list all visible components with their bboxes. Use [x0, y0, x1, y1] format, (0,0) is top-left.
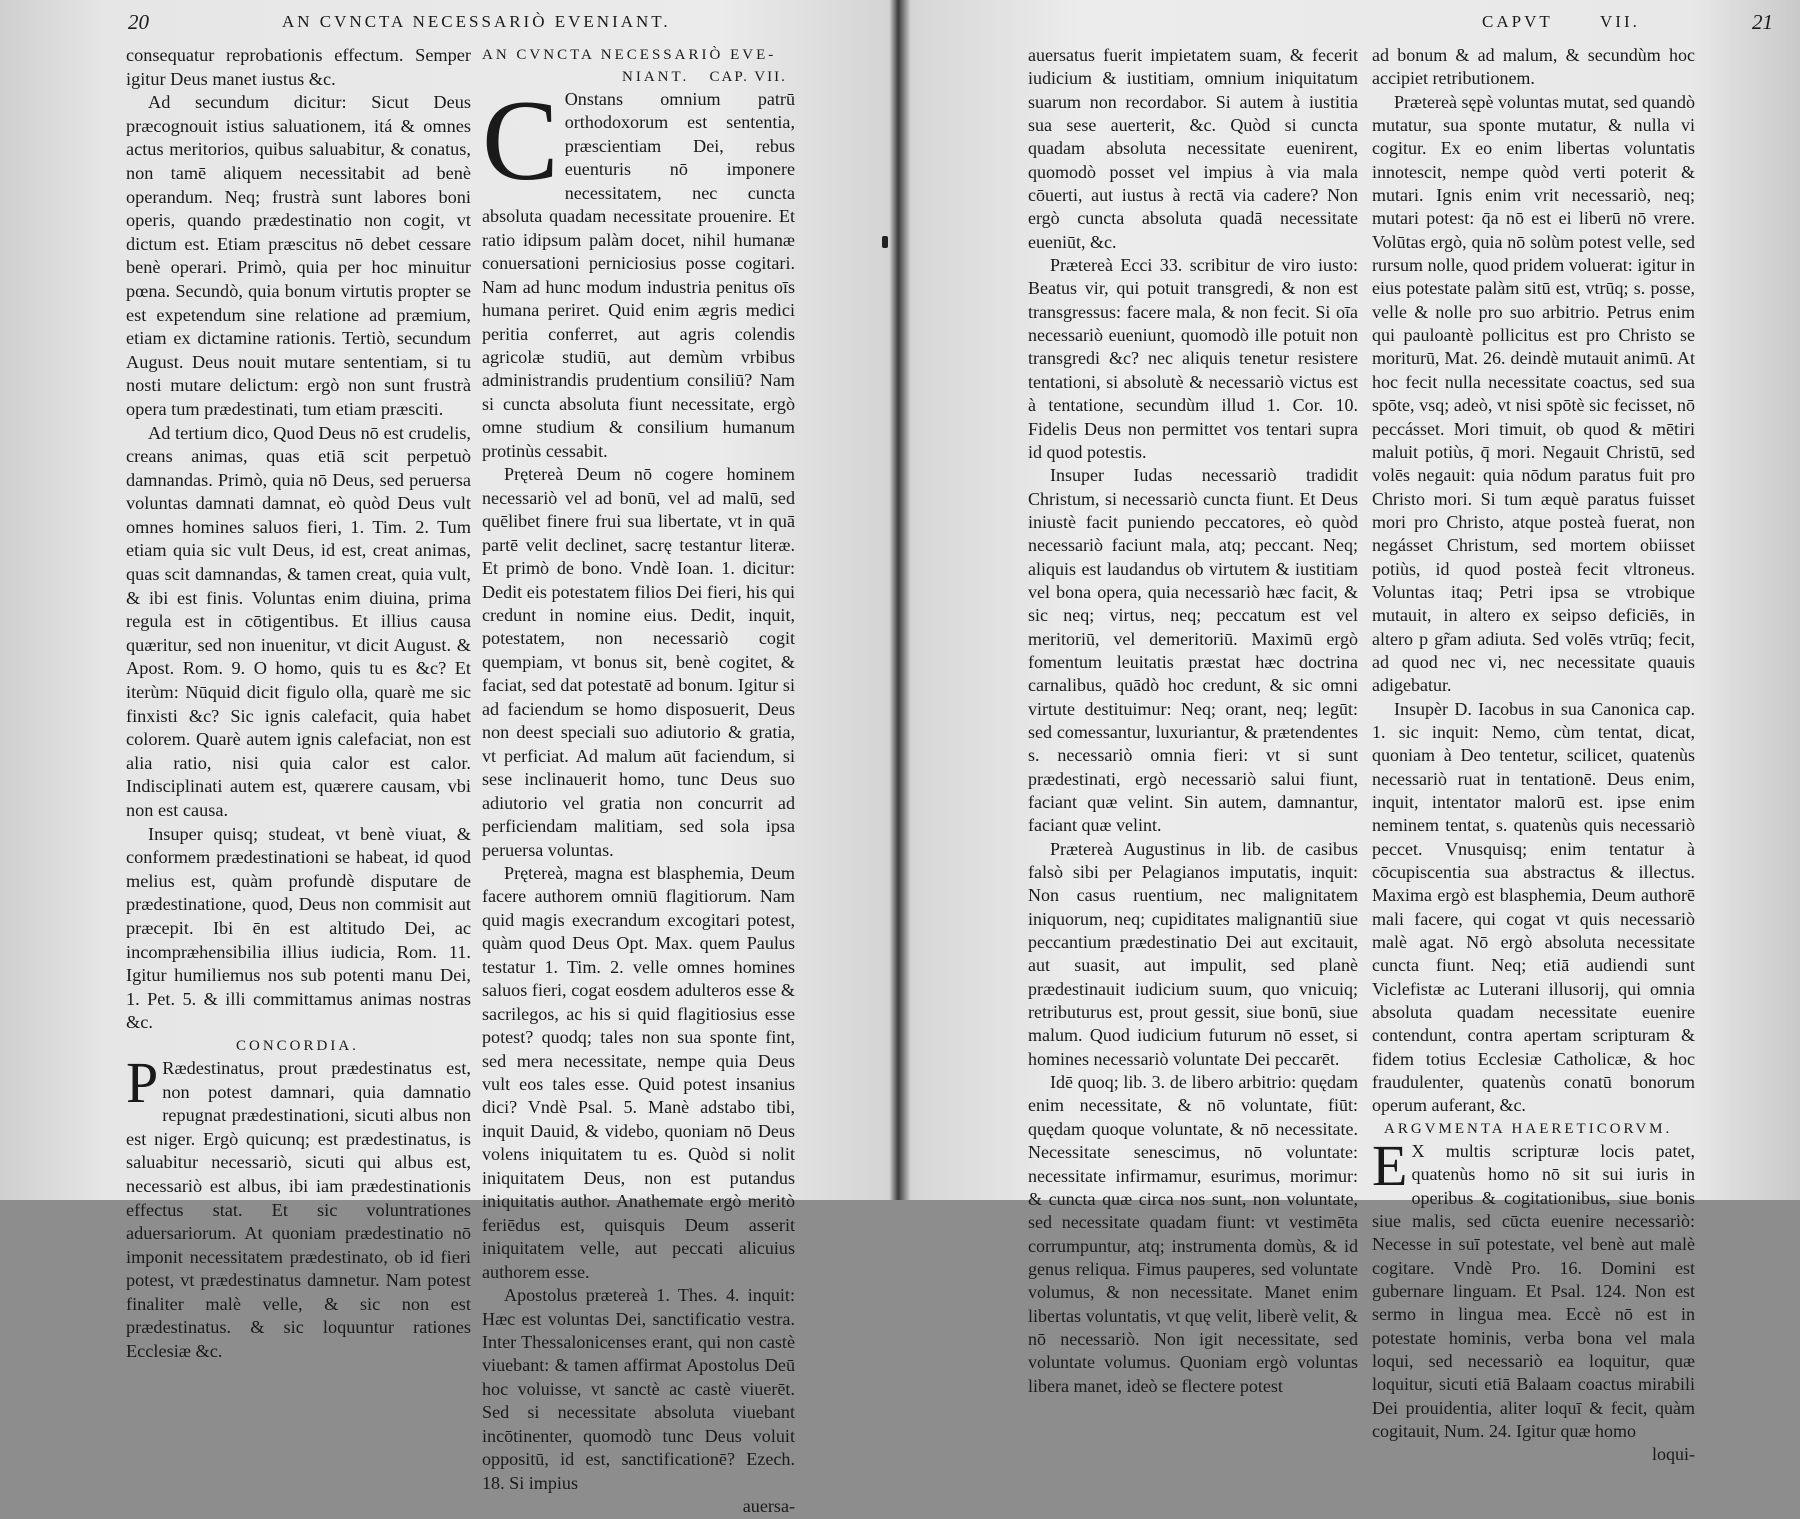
- paragraph: Prętereà Deum nō cogere hominem necessariò vel ad bonū, vel ad malū, sed quēlibet finere frui sua libertate, vt in quā partē velit declinet, sacrę testantur literæ. Et primò de bono. Vndè Ioan. 1. dicitur: Dedit eis potestatem filios Dei fieri, his qui credunt in nomine eius. Dedit, inquit, potestatem, non necessariò cogit quempiam, vt bonus sit, benè cogitet, & faciat, sed dat potestatē ad bonum. Igitur si ad faciendum se homo disposuerit, Deus non deest speciali suo adiutorio & gratia, vt perficiat. Ad malum aūt faciendum, si sese inclinauerit homo, tunc Deus suo adiutorio vel gratia non concurrit ad perficiendam malitiam, sed sola ipsa peruersa voluntas.: [482, 464, 795, 860]
- paragraph: Insuper quisq; studeat, vt benè viuat, & conformem prædestinationi se habeat, id quod melius est, quàm profundè disputare de prædestinatione, quod, Deus non commisit aut præcepit. Ibi ēn est altitudo Dei, ac incompræhensibilia illius iudicia, Rom. 11. Igitur humiliemus nos sub potenti manu Dei, 1. Pet. 5. & illi committamus animas nostras &c.: [126, 823, 471, 1033]
- right-column-1: [1028, 44, 1358, 1398]
- paragraph: Ad secundum dicitur: Sicut Deus præcognouit istius saluationem, itá & omnes actus meritorios, quibus saluabitur, & conatus, non tamē aliquem necessitabit ad benè operandum. Neq; frustrà sunt labores boni operis, quando prædestinatio non cogit, vt dictum est. Etiam præscitus nō debet cessare benè operari. Primò, quia per hoc minuitur pœna. Secundò, quia bonum virtutis propter se est expetendum sine relatione ad præmium, etiam ex dictamine rationis. Tertiò, secundum August. Deus nouit mutare sententiam, si tu nosti mutare delictum: ergò non sunt frustrà opera tum prædestinati, tum etiam præsciti.: [126, 92, 471, 419]
- paragraph: Prætereà Ecci 33. scribitur de viro iusto: Beatus vir, qui potuit transgredi, & non est transgressus: facere mala, & non fecit. Si oīa necessariò eueniunt, quomodò ille potuit non transgredi &c? nec aliquis tenetur resistere tentationi, si absolutè & necessariò victus est à tentatione, secundùm illud 1. Cor. 10. Fidelis Deus non permittet vos tentari supra id quod potestis.: [1028, 255, 1358, 462]
- section-heading-argumenta: ARGVMENTA HAERETICORVM.: [1384, 1120, 1673, 1137]
- paragraph: Idē quoq; lib. 3. de libero arbitrio: quędam enim necessitate, & nō voluntate, fiūt: quędam quoque voluntate, & nō necessitate. Necessitate senescimus, nō voluntate: necessitate infirmamur, esurimus, morimur: & cuncta quæ circa nos sunt, non voluntate, sed necessitate quadam fiunt: vt vestimēta corrumpuntur, atq; instrumenta domùs, & id genus reliqua. Fimus pauperes, sed voluntate volumus, & non necessitate. Manet enim libertas voluntatis, vt quę velit, liberè velit, & nō necessariò. Non igit necessitate, sed voluntate volumus. Quoniam ergò voluntas libera manet, ideò se flectere potest: [1028, 1072, 1358, 1396]
- left-page: [0, 0, 890, 1517]
- page-number-left: 20: [128, 10, 149, 34]
- catchword: auersa-: [742, 1496, 795, 1517]
- paragraph-text: Onstans omnium patrū orthodoxorum est sententia, præscientiam Dei, rebus euenturis nō imponere necessitatem, nec cuncta absoluta quadam necessitate prouenire. Et ratio idipsum palàm docet, nihil humanæ conuersationi perniciosius posse cogitari. Nam ad hunc modum industria penitus oīs humana periret. Quid enim ægris medici peritia conferret, aut agris colendis agricolæ studiū, aut demùm vrbibus administrandis prudentium consiliū? Nam si cuncta absoluta fiunt necessitate, ergò omne studium & consilium humanum protinùs cessabit.: [482, 89, 795, 461]
- left-column-1: [126, 44, 471, 1364]
- paragraph-concordia: [126, 1049, 471, 1364]
- drop-capital: P: [126, 1049, 159, 1115]
- paragraph: Insupèr D. Iacobus in sua Canonica cap. 1. sic inquit: Nemo, cùm tentat, dicat, quoniam à Deo tentetur, scilicet, quatenùs necessariò ruat in tentationē. Deus enim, inquit, intentator malorū est. ipse enim neminem tentat, s. quatenùs quis necessariò peccet. Vnusquisq; enim tentatur à cōcupiscentia sua abstractus & illectus. Maxima ergò est blasphemia, Deum authorē mali facere, qui cogat vt quis necessariò malè agat. Nō ergò absoluta necessitate cuncta fiunt. Neq; etiā audiendi sunt Viclefistæ ac Luterani illusorij, qui omnia absoluta quadam necessitate euenire contendunt, contra apertam scripturam & fidem totius Ecclesiæ Catholicæ, & hoc fraudulenter, quatenùs conatū bonorum operum auferant, &c.: [1372, 698, 1695, 1116]
- paragraph: Prętereà, magna est blasphemia, Deum facere authorem omniū flagitiorum. Nam quid magis execrandum excogitari potest, quàm quod Deus Opt. Max. quem Paulus testatur 1. Tim. 2. velle omnes homines saluos fieri, cogat eosdem adulteros esse & sacrilegos, ac his si quid flagitiosius esse potest? quodq; tales non sua sponte fint, sed mera necessitate, nempe quia Deus vult eos tales esse. Quid potest insanius dici? Vndè Psal. 5. Manè adstabo tibi, inquit Dauid, & videbo, quoniam nō Deus volens iniquitatem tu es. Quòd si nolit iniquitatem Deus, non est putandus iniquitatis author. Anathemate ergò meritò feriēdus est, quisquis Deum asserit iniquitatem velle, aut peccati alicuius authorem esse.: [482, 862, 795, 1282]
- paragraph: consequatur reprobationis effectum. Semper igitur Deus manet iustus &c.: [126, 45, 471, 89]
- right-column-2: [1372, 44, 1695, 1467]
- chapter-title-word: NIANT.: [622, 69, 690, 85]
- chapter-number: CAP. VII.: [709, 69, 787, 85]
- page-number-right: 21: [1752, 10, 1773, 34]
- drop-capital: C: [482, 77, 559, 204]
- paragraph-argumenta: [1372, 1132, 1695, 1443]
- paragraph: Prætereà Augustinus in lib. de casibus falsò sibi per Pelagianos imputatis, inquit: Non casus ruentium, nec malignitatem iniquorum, neq; cupiditates malignantiū siue peccantium prædestinatio Dei aut excitauit, aut suasit, aut impulit, sed planè prædestinauit iudicium suum, quo vnicuiq; retributurus est, prout gessit, siue bonū, siue malum. Quod iudicium futurum nō esset, si homines necessariò voluntate Dei peccarēt.: [1028, 838, 1358, 1069]
- section-heading-concordia: CONCORDIA.: [236, 1037, 359, 1054]
- chapter-title: [482, 44, 795, 66]
- chapter-title-line2: [622, 66, 795, 88]
- paragraph: ad bonum & ad malum, & secundùm hoc accipiet retributionem.: [1372, 45, 1695, 89]
- paragraph: Ad tertium dico, Quod Deus nō est crudelis, creans animas, quas etiā scit perpetuò damnandas. Primò, quia nō Deus, sed peruersa voluntas damnati damnat, eò quòd Deus vult omnes homines saluos fieri, 1. Tim. 2. Tum etiam quia sic vult Deus, id est, creat animas, quas scit damnandas, & tamen creat, quia vult, & ibi est finis. Voluntas enim diuina, prima regula est in cōtigentibus. Et illius causa quæritur, sed non inuenitur, vt dicit August. & Apost. Rom. 9. O homo, quis tu es &c? Et iterùm: Nūquid dicit figulo olla, quarè me sic finxisti &c? Sic ignis calefacit, quia habet colorem. Quarè autem ignis calefaciat, non est alia ratio, nisi quia calor est calor. Indisciplinati autem est, quærere causam, vbi non est causa.: [126, 422, 471, 820]
- drop-capital: E: [1372, 1132, 1408, 1198]
- paragraph: Insuper Iudas necessariò tradidit Christum, si necessariò cuncta fiunt. Et Deus iniustè facit puniendo peccatores, eò quòd necessariò faciunt mala, atq; peccant. Neq; aliquis est laudandus ob virtutem & iustitiam vel bona opera, quia necessariò hæc facit, & sic neq; virtus, neq; peccatum est vel meritoriū, vel demeritoriū. Maximū ergò fomentum leuitatis præstat hæc doctrina carnalibus, quādò hoc credunt, & sic omni virtute destituimur: Neq; orant, neq; legūt: sed comessantur, luxuriantur, & prætendentes s. necessariò omnia fieri: vt si sunt prædestinati, ergò necessariò salui fiunt, faciant quæ velint. Sin autem, damnantur, faciant quæ velint.: [1028, 465, 1358, 836]
- running-head-left: AN CVNCTA NECESSARIÒ EVENIANT.: [282, 12, 671, 31]
- paragraph-text: X multis scripturæ locis patet, quatenùs homo nō sit sui iuris in operibus & cogitationibus, siue bonis siue malis, sed cūcta euenire necessariò: Necesse in suī potestate, vel benè aut malè cogitare. Vndè Pro. 16. Domini est gubernare linguam. Et Psal. 124. Non est sermo in lingua mea. Eccè nō est in potestate hominis, verba bona vel mala loqui, sed necessariò ea loquitur, quæ loquitur, sicuti etiā Balaam coactus mirabili Dei prouidentia, aliter loquī & fecit, quàm cogitauit, Num. 24. Igitur quæ homo: [1372, 1140, 1695, 1441]
- binding-mark: [882, 236, 888, 248]
- paragraph: auersatus fuerit impietatem suam, & fecerit iudicium & iustitiam, omnium iniquitatum suarum non recordabor. Si autem à iustitia sua sese auerterit, &c. Quòd si cuncta quadam absoluta necessitate euenirent, quomodò posset vel impius à via mala cōuerti, aut iustus à rectā via cadere? Non ergò cuncta absoluta quadā necessitate eueniūt, &c.: [1028, 45, 1358, 252]
- running-head-right-2: VII.: [1600, 12, 1640, 31]
- catchword: loqui-: [1652, 1444, 1695, 1465]
- paragraph: Apostolus prætereà 1. Thes. 4. inquit: Hæc est voluntas Dei, sanctificatio vestra. Inter Thessalonicenses erant, qui non castè viuebant: & tamen affirmat Apostolus Deū hoc voluisse, vt sanctè ac castè viuerēt. Sed si necessitate absoluta viuebant incōtinenter, quomodò tunc Deus voluit oppositū, id est, sanctificationē? Ezech. 18. Si impius: [482, 1285, 795, 1493]
- running-head-right-1: CAPVT: [1482, 12, 1553, 31]
- paragraph-text: Rædestinatus, prout prædestinatus est, non potest damnari, quia damnatio repugnat prædestinationi, sicuti albus non est niger. Ergò quicunq; est prædestinatus, is saluabitur necessariò, sicuti qui albus est, necessariò est albus, ibi iam prædestinationis effectus stat. Et sic voluntrationes aduersariorum. At quoniam prædestinatio nō imponit necessitatem prædestinato, ob id fieri potest, vt prædestinatus damnetur. Nam potest finaliter malè velle, & sic non est prædestinatus. & sic loquuntur rationes Ecclesiæ &c.: [126, 1057, 471, 1362]
- chapter-title-line: AN CVNCTA NECESSARIÒ EVE-: [482, 47, 777, 63]
- right-page: [900, 0, 1800, 1465]
- paragraph: Prætereà sępè voluntas mutat, sed quandò mutatur, sua sponte mutatur, & nulla vi cogitur. Ex eo enim libertas voluntatis innotescit, nempe quòd verti poterit & mutari. Ignis enim vrit necessariò, neq; mutari potest: q̄a nō est ei liberū nō vrere. Volūtas ergò, quia nō solùm potest velle, sed rursum nolle, quod pridem voluerat: igitur in eius potestate palàm sitū est, vtrūq; s. posse, velle & nolle pro suo arbitrio. Petrus enim qui pauloantè pollicitus est pro Christo se moriturū, Mat. 26. deindè mutauit animū. At hoc fecit nulla necessitate coactus, sed sua spōte, vsq; adeò, vt nisi spōtè sic fecisset, nō peccásset. Mori timuit, ob quod & mētiri maluit potiùs, q̄ mori. Negauit Christū, sed volēs negauit: quia nōdum paratus fuit pro Christo mori. Si tum æquè paratus fuisset mori pro Christo, atque posteà fuerat, non negásset Christum, sed mortem obiisset potiùs, id quod posteà fecit vltroneus. Voluntas itaq; Petri ipsa se vtrobique mutauit, in altero ex seipso deficiēs, in altero p gr̃am adiuta. Sed volēs vtrūq; fecit, ad quod nec vi, nec necessitate quauis adigebatur.: [1372, 91, 1695, 696]
- left-column-2: [482, 44, 795, 1519]
